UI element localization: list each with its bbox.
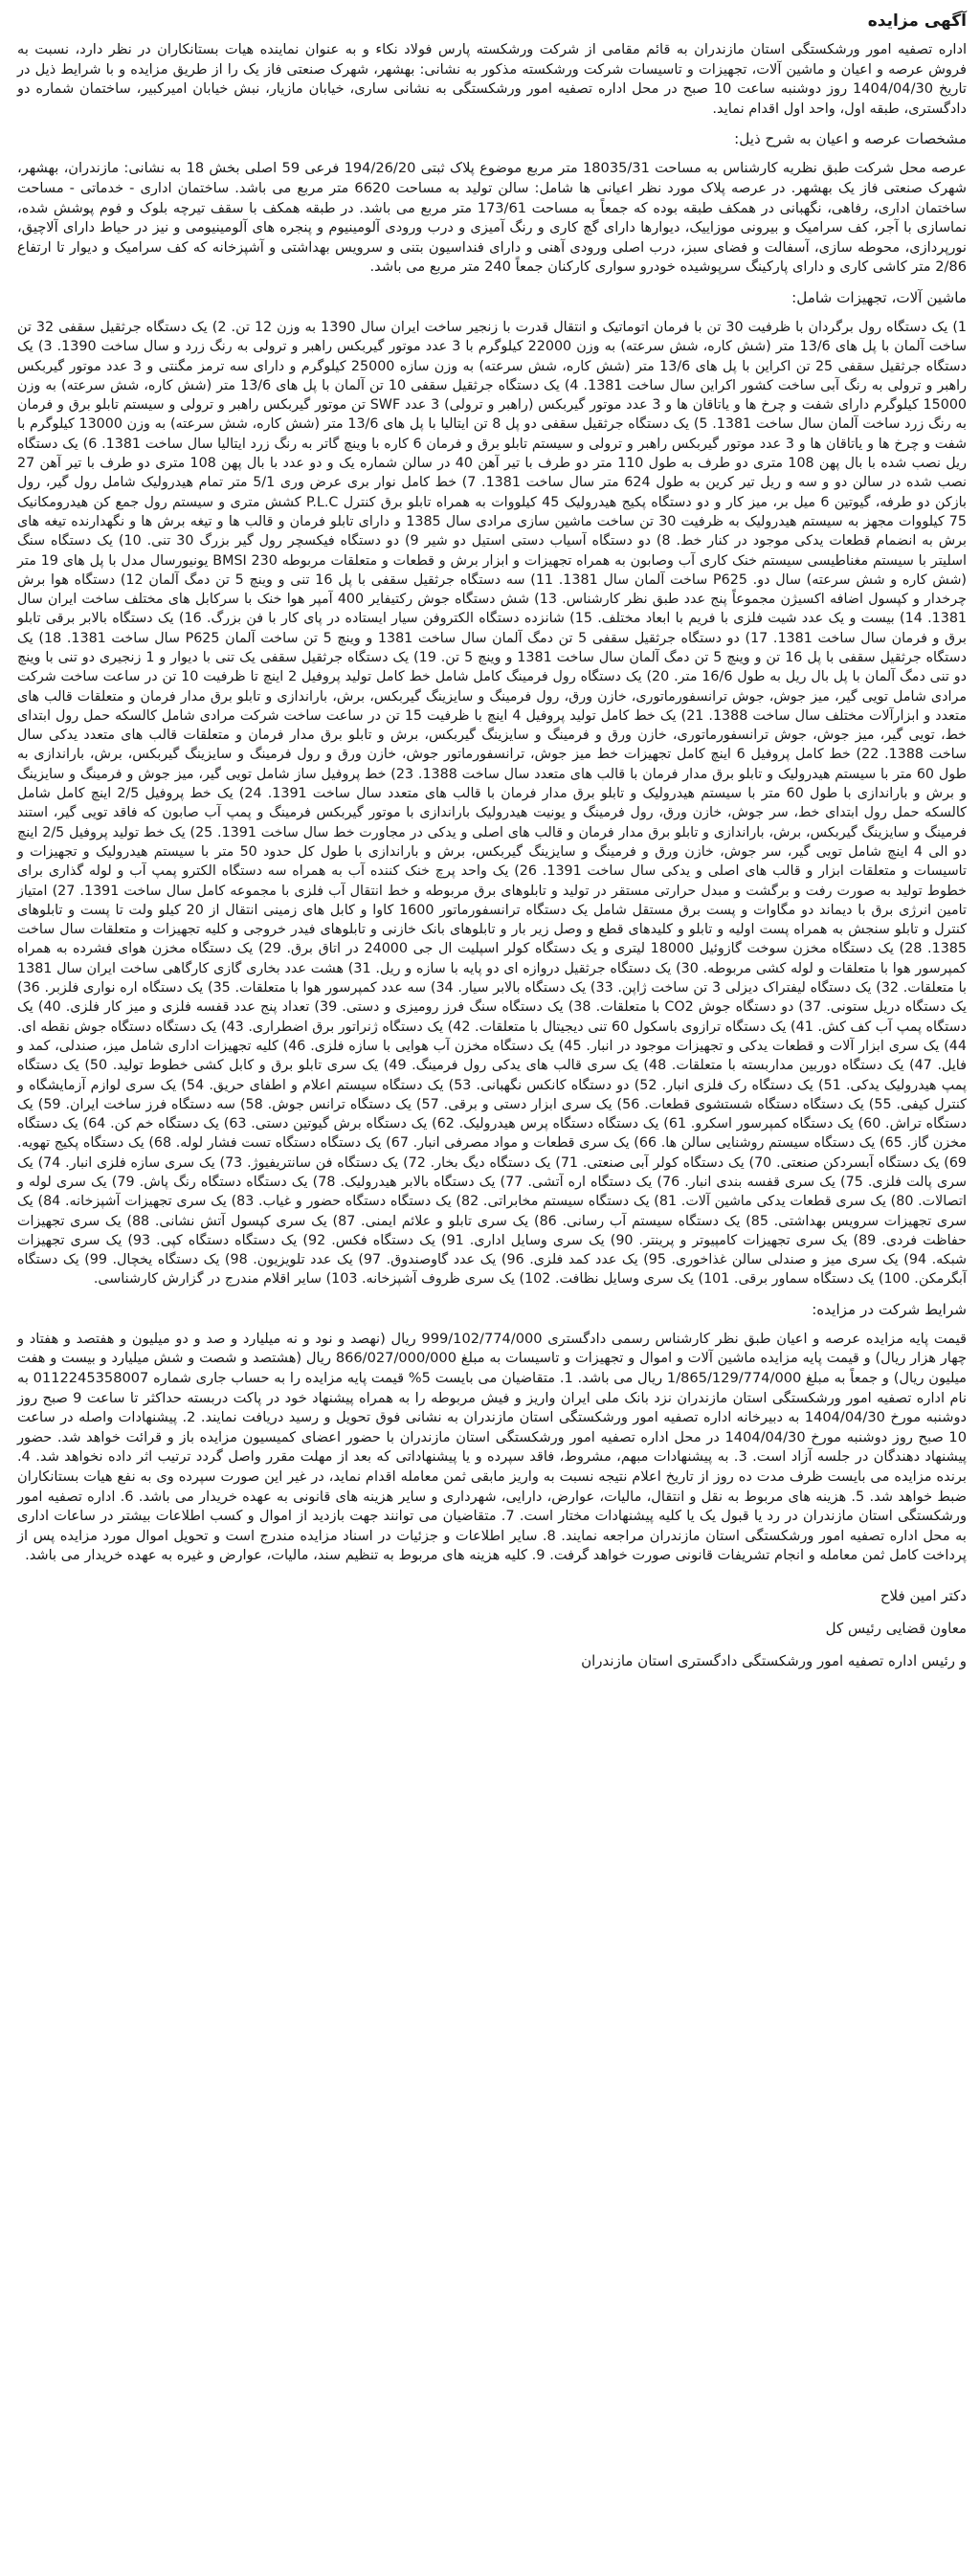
terms-body: قیمت پایه مزایده عرصه و اعیان طبق نظر کارشناس رسمی دادگستری 999/102/774/000 ریال (نهصد و نود و نه میلیارد و صد و دو میلیون و هفتصد و هفتاد و چهار هزار ریال) و قیمت پایه مزایده ماشین آلات و اموال و تجهیزات و تاسیسات به مبلغ 866/027/000/000 ریال (هشتصد و شصت و شش میلیارد و بیست و هفت میلیون ریال) و جمعاً به مبلغ 1/865/129/774/000 ریال می باشد. 1. متقاضیان می بایست 5% قیمت پایه مزایده را به حساب جاری شماره 0112245358007 به نام اداره تصفیه امور ورشکستگی استان مازندران نزد بانک ملی ایران واریز و فیش مربوطه را به همراه پیشنهاد خود در پاکت دربسته حداکثر تا ساعت 9 صبح روز دوشنبه مورخ 1404/04/30 به دبیرخانه اداره تصفیه امور ورشکستگی استان مازندران به نشانی فوق تحویل و رسید دریافت نمایند. 2. پیشنهادات واصله در ساعت 10 صبح روز دوشنبه مورخ 1404/04/30 در محل اداره تصفیه امور ورشکستگی استان مازندران با حضور اعضای کمیسیون مزایده باز و قرائت خواهد شد. حضور پیشنهاد دهندگان در جلسه آزاد است. 3. به پیشنهادات مبهم، مشروط، فاقد سپرده و یا پیشنهاداتی که بعد از مهلت مقرر واصل گردد ترتیب اثر داده نخواهد شد. 4. برنده مزایده می بایست ظرف مدت ده روز از تاریخ اعلام نتیجه نسبت به واریز مابقی ثمن معامله اقدام نماید، در غیر این صورت سپرده وی به نفع هیات بستانکاران ضبط خواهد شد. 5. هزینه های مربوط به نقل و انتقال، مالیات، عوارض، دارایی، شهرداری و سایر هزینه های قانونی به عهده خریدار می باشد. 6. اداره تصفیه امور ورشکستگی استان مازندران در رد یا قبول یک یا کلیه پیشنهادات مختار است. 7. متقاضیان می توانند جهت بازدید از اموال و کسب اطلاعات بیشتر در ساعات اداری به محل اداره تصفیه امور ورشکستگی استان مازندران مراجعه نمایند. 8. سایر اطلاعات و جزئیات در اسناد مزایده مندرج است و تحویل اموال مورد مزایده پس از پرداخت کامل ثمن معامله و انجام تشریفات قانونی صورت خواهد گرفت. 9. کلیه هزینه های مربوط به تنظیم سند، مالیات، عوارض و غیره به عهده خریدار می باشد. bbox=[17, 1330, 968, 1564]
terms-heading: شرایط شرکت در مزایده: bbox=[812, 1300, 967, 1318]
machinery-list: 1) یک دستگاه رول برگردان با ظرفیت 30 تن با فرمان اتوماتیک و انتقال قدرت با زنجیر ساخت ایران سال 1390 به وزن 12 تن. 2) یک دستگاه جرثقیل سقفی 32 تن ساخت آلمان با پل های 13/6 متر (شش کاره، شش سرعته) به وزن 22000 کیلوگرم با 3 عدد موتور گیربکس راهبر و ترولی به رنگ زرد و سال ساخت 1390. 3) یک دستگاه جرثقیل سقفی 25 تن اکراین با پل های 13/6 متر (شش کاره، شش سرعته) به وزن سازه 25000 کیلوگرم و دارای سه ترمز مگنتی و 3 عدد موتور گیربکس راهبر و ترولی به رنگ آبی ساخت کشور اکراین سال ساخت 1381. 4) یک دستگاه جرثقیل سقفی 10 تن آلمان با پل های 13/6 متر (شش کاره، شش سرعته) به وزن 15000 کیلوگرم دارای شفت و چرخ ها و یاتاقان ها و 3 عدد موتور گیربکس (راهبر و ترولی) 3 عدد SWF تن موتور گیربکس راهبر و ترولی و سیستم تابلو برق و فرمان به رنگ زرد ساخت آلمان سال ساخت 1381. 5) یک دستگاه جرثقیل سقفی دو پل 8 تن ایتالیا با پل های 13/6 متر (شش کاره، شش سرعته) به وزن 13000 کیلوگرم با شفت و چرخ ها و یاتاقان ها و 3 عدد موتور گیربکس راهبر و ترولی و سیستم تابلو برق و فرمان 6 کاره با وینچ گاتر به رنگ زرد ایتالیا سال ساخت 1381. 6) یک دستگاه ریل نصب شده با بال پهن 108 متری دو طرف به طول 110 متر دو طرف با تیر آهن 40 در سالن شماره یک و دو عدد با بال پهن 108 متری دو طرف با تیر آهن 27 نصب شده در سالن دو و سه و ریل تیر کرین به طول 624 متر سال ساخت 1381. 7) خط کامل نوار بری عرض وری 5/1 متر تمام هیدرولیک شامل رول گیر، رول بازکن دو طرفه، گیوتین 6 میل بر، میز کار و دو دستگاه پکیج هیدرولیک 45 کیلووات به همراه تابلو برق کنترل P.L.C کشش متری و سیستم رول جمع کن هیدرومکانیک 75 کیلووات مجهز به سیستم هیدرولیک به ظرفیت 30 تن ساخت ماشین سازی مرادی سال 1385 و دارای تابلو فرمان و قالب ها و تیغه برش ها و نگهدارنده تیغه های برش به انضمام قطعات یدکی موجود در کنار خط. 8) دو دستگاه آسیاب دستی استیل دو شیر 9) دو دستگاه فیکسچر رول گیر بزرگ 30 تنی. 10) یک دستگاه سنگ اسلیتر با سیستم مغناطیسی سیستم خنک کاری آب وصابون به همراه تجهیزات و ابزار برش و قطعات و متعلقات مربوطه BMSI 230 یونیورسال مدل با پل های 19 متر (شش کاره و شش سرعته) سال دو. P625 ساخت آلمان سال 1381. 11) سه دستگاه جرثقیل سقفی با پل 16 تنی و وینچ 5 تن دمگ آلمان 12) دستگاه هوا برش چرخدار و کپسول اضافه اکسیژن مجموعاً پنج عدد طبق نظر کارشناس. 13) شش دستگاه جوش رکتیفایر 400 آمپر هوا خنک با سرکابل های مختلف ساخت ایران سال 1381. 14) بیست و یک عدد شیت فلزی با فریم با ابعاد مختلف. 15) شانزده دستگاه الکتروفن سیار ایستاده در پای کار با فن بزرگ. 16) یک دستگاه بالابر برقی تابلو برق و فرمان سال ساخت 1381. 17) دو دستگاه جرثقیل سقفی 5 تن دمگ آلمان سال ساخت 1381 و وینچ 5 تن ساخت آلمان P625 سال ساخت 1381. 18) یک دستگاه جرثقیل سقفی با پل 16 تن و وینچ 5 تن دمگ آلمان سال ساخت 1381 و وینچ 5 تن. 19) یک دستگاه جرثقیل سقفی یک تنی با دیوار و 1 زنجیری دو تنی با وینچ دو تنی دمگ آلمان با پل بال ریل به طول 16/6 متر. 20) یک دستگاه رول فرمینگ کامل شامل خط کامل تولید پروفیل 2 اینچ تا ظرفیت 10 تن در ساعت ساخت شرکت مرادی شامل تویی گیر، میز جوش، جوش ترانسفورماتوری، خازن ورق، رول فرمینگ و سایزینگ گیربکس، برش، باراندازی و تابلو برق مدار فرمان و متعلقات قالب های متعدد و ابزارآلات مختلف سال ساخت 1388. 21) یک خط کامل تولید پروفیل 4 اینچ با ظرفیت 15 تن در ساعت ساخت شرکت مرادی شامل کالسکه حمل رول ابتدای خط، تویی گیر، میز جوش، جوش ترانسفورماتوری، خازن ورق و فرمینگ و سایزینگ گیربکس، برش و تابلو برق مدار فرمان و متعلقات قالب های متعدد یدکی سال ساخت 1388. 22) خط کامل پروفیل 6 اینچ کامل تجهیزات خط میز جوش، ترانسفورماتور جوش، خازن ورق و رول فرمینگ و سایزینگ گیربکس، برش، باراندازی به طول 60 متر با سیستم هیدرولیک و تابلو برق مدار فرمان با قالب های متعدد سال ساخت 1388. 23) خط پروفیل ساز شامل تویی گیر، میز جوش و فرمینگ و سایزینگ و برش و باراندازی با طول 60 متر با سیستم هیدرولیک و تابلو برق مدار فرمان با قالب های متعدد سال ساخت 1391. 24) یک خط پروفیل 2/5 اینچ کامل شامل کالسکه حمل رول ابتدای خط، سر جوش، خازن ورق، رول فرمینگ و یونیت هیدرولیک باراندازی با موتور گیربکس فرمینگ و پمپ آب صابون که فاقد تویی گیر، استند فرمینگ و سایزینگ گیربکس، برش، باراندازی و تابلو برق مدار فرمان و قالب های اصلی و یدکی در مجاورت خط سال ساخت 1391. 25) یک خط تولید پروفیل 2/5 اینچ دو الی 4 اینچ شامل تویی گیر، سر جوش، خازن ورق و فرمینگ و سایزینگ گیربکس، برش و باراندازی با طول کل حدود 50 متر با سیستم هیدرولیک و تجهیزات و تاسیسات و متعلقات ابزار و قالب های اصلی و یدکی سال ساخت 1391. 26) یک واحد پرچ خنک کننده آب به همراه سه دستگاه الکترو پمپ آب و لوله گذاری برای خطوط تولید به صورت رفت و برگشت و مبدل حرارتی مستقر در تولید و تابلوهای برق مربوطه و خط انتقال آب فلزی با مجموعه کامل سال ساخت 1391. 27) امتیاز تامین انرژی برق با دیماند دو مگاوات و پست برق مستقل شامل یک دستگاه ترانسفورماتور 1600 کاوا و کابل های زمینی انتقال از 20 کیلو ولت تا پست و تابلوهای کنترل و تابلو سنجش به همراه پست اولیه و تابلو و کلیدهای قطع و وصل زیر بار و تابلوهای بانک خازنی و تابلوهای فیدر خروجی و کلیه تجهیزات و متعلقات سال ساخت 1385. 28) یک دستگاه مخزن سوخت گازوئیل 18000 لیتری و یک دستگاه کولر اسپلیت ال جی 24000 در اتاق برق. 29) یک دستگاه مخزن هوای فشرده به همراه کمپرسور هوا با متعلقات و لوله کشی مربوطه. 30) یک دستگاه جرثقیل دروازه ای دو پایه با سازه و ریل. 31) هشت عدد بخاری گازی کارگاهی ساخت ایران سال 1381 با متعلقات. 32) یک دستگاه لیفتراک دیزلی 3 تن ساخت ژاپن. 33) یک دستگاه بالابر سیار. 34) سه عدد کمپرسور هوا با متعلقات. 35) یک دستگاه اره نواری فلزبر. 36) یک دستگاه دریل ستونی. 37) دو دستگاه جوش CO2 با متعلقات. 38) یک دستگاه سنگ فرز رومیزی و دستی. 39) تعداد پنج عدد قفسه فلزی و میز کار فلزی. 40) یک دستگاه پمپ آب کف کش. 41) یک دستگاه ترازوی باسکول 60 تنی دیجیتال با متعلقات. 42) یک دستگاه ژنراتور برق اضطراری. 43) یک دستگاه دستگاه جوش نقطه ای. 44) یک سری ابزار آلات و قطعات یدکی و تجهیزات موجود در انبار. 45) یک دستگاه مخزن آب هوایی با سازه فلزی. 46) کلیه تجهیزات اداری شامل میز، صندلی، کمد و فایل. 47) یک دستگاه دوربین مداربسته با متعلقات. 48) یک سری قالب های یدکی رول فرمینگ. 49) یک سری تابلو برق و کابل کشی خطوط تولید. 50) یک دستگاه پمپ هیدرولیک یدکی. 51) یک دستگاه رک فلزی انبار. 52) دو دستگاه کانکس نگهبانی. 53) یک دستگاه سیستم اعلام و اطفای حریق. 54) یک سری لوازم آزمایشگاه و کنترل کیفی. 55) یک دستگاه دستگاه شستشوی قطعات. 56) یک سری ابزار دستی و برقی. 57) یک دستگاه ترانس جوش. 58) سه دستگاه فرز ساخت ایران. 59) یک دستگاه تراش. 60) یک دستگاه کمپرسور اسکرو. 61) یک دستگاه دستگاه پرس هیدرولیک. 62) یک دستگاه برش گیوتین دستی. 63) یک دستگاه خم کن. 64) یک دستگاه مخزن گاز. 65) یک دستگاه سیستم روشنایی سالن ها. 66) یک سری قطعات و مواد مصرفی انبار. 67) یک دستگاه دستگاه تست فشار لوله. 68) یک دستگاه پکیج تهویه. 69) یک دستگاه آبسردکن صنعتی. 70) یک دستگاه کولر آبی صنعتی. 71) یک دستگاه دیگ بخار. 72) یک دستگاه فن سانتریفیوژ. 73) یک سری سازه فلزی انبار. 74) یک سری پالت فلزی. 75) یک سری قفسه بندی انبار. 76) یک دستگاه اره آتشی. 77) یک دستگاه بالابر هیدرولیک. 78) یک دستگاه دستگاه رنگ پاش. 79) یک سری لوله و اتصالات. 80) یک سری قطعات یدکی ماشین آلات. 81) یک دستگاه سیستم مخابراتی. 82) یک دستگاه دستگاه حضور و غیاب. 83) یک سری تجهیزات آشپزخانه. 84) یک سری تجهیزات سرویس بهداشتی. 85) یک دستگاه سیستم آب رسانی. 86) یک سری تابلو و علائم ایمنی. 87) یک سری کپسول آتش نشانی. 88) یک سری تجهیزات حفاظت فردی. 89) یک سری تجهیزات کامپیوتر و پرینتر. 90) یک سری وسایل اداری. 91) یک دستگاه فکس. 92) یک دستگاه دستگاه کپی. 93) یک سری تجهیزات شبکه. 94) یک سری میز و صندلی سالن غذاخوری. 95) یک عدد کمد فلزی. 96) یک عدد گاوصندوق. 97) یک عدد تلویزیون. 98) یک دستگاه یخچال. 99) یک دستگاه آبگرمکن. 100) یک دستگاه سماور برقی. 101) یک سری وسایل نظافت. 102) یک سری ظروف آشپزخانه. 103) سایر اقلام مندرج در گزارش کارشناسی. bbox=[17, 319, 968, 1288]
signatory-name: دکتر امین فلاح bbox=[880, 1586, 967, 1604]
signatory-title: معاون قضایی رئیس کل bbox=[825, 1619, 967, 1637]
notice-title: آگهی مزایده bbox=[867, 11, 967, 31]
land-building-description: عرصه محل شرکت طبق نظریه کارشناس به مساحت 18035/31 متر مربع موضوع پلاک ثبتی 194/26/20 فرعی 59 اصلی بخش 18 به نشانی: مازندران، بهشهر، شهرک صنعتی فاز یک بهشهر. در عرصه پلاک مورد نظر اعیانی ها شامل: سالن تولید به مساحت 6620 متر مربع می باشد. ساختمان اداری - خدماتی - مساحت ساختمان اداری، رفاهی، نگهبانی در همکف طبقه بوده که جمعاً به مساحت 173/61 متر مربع می باشد. در طبقه همکف با سقف تیرچه بلوک و فوم پوشش شده، نماسازی با آجر، کف سرامیک و بیرونی موزاییک، دیوارها دارای گچ کاری و رنگ آمیزی و درب ورودی آلومینیوم و پنجره های آلومینیومی و نیز در حیاط دارای آلاچیق، نورپردازی، محوطه سازی، آسفالت و فضای سبز، درب اصلی ورودی آهنی و دارای فنداسیون بتنی و سرویس بهداشتی و آشپزخانه که کف سرامیک و دیوار تا ارتفاع 2/86 متر کاشی کاری و دارای پارکینگ سرپوشیده خودرو سواری کارکنان جمعاً 240 متر مربع می باشد. bbox=[17, 160, 967, 276]
signatory-organization: و رئیس اداره تصفیه امور ورشکستگی دادگستری استان مازندران bbox=[581, 1651, 967, 1669]
signature-block bbox=[17, 1579, 967, 1677]
machinery-heading: ماشین آلات، تجهیزات شامل: bbox=[791, 288, 967, 306]
notice-intro: اداره تصفیه امور ورشکستگی استان مازندران به قائم مقامی از شرکت ورشکسته پارس فولاد نکاء و به عنوان نماینده هیات بستانکاران در نظر دارد، نسبت به فروش عرصه و اعیان و ماشین آلات، تجهیزات و تاسیسات شرکت ورشکسته مذکور به نشانی: بهشهر، شهرک صنعتی فاز یک را از طریق مزایده و با شرایط ذیل در تاریخ 1404/04/30 روز دوشنبه ساعت 10 صبح در محل اداره تصفیه امور ورشکستگی به نشانی ساری، خیابان مازیار، نبش خیابان امیرکبیر، ساختمان شماره دو دادگستری، طبقه اول، واحد اول اقدام نماید. bbox=[17, 41, 967, 117]
specs-heading: مشخصات عرصه و اعیان به شرح ذیل: bbox=[734, 130, 967, 148]
